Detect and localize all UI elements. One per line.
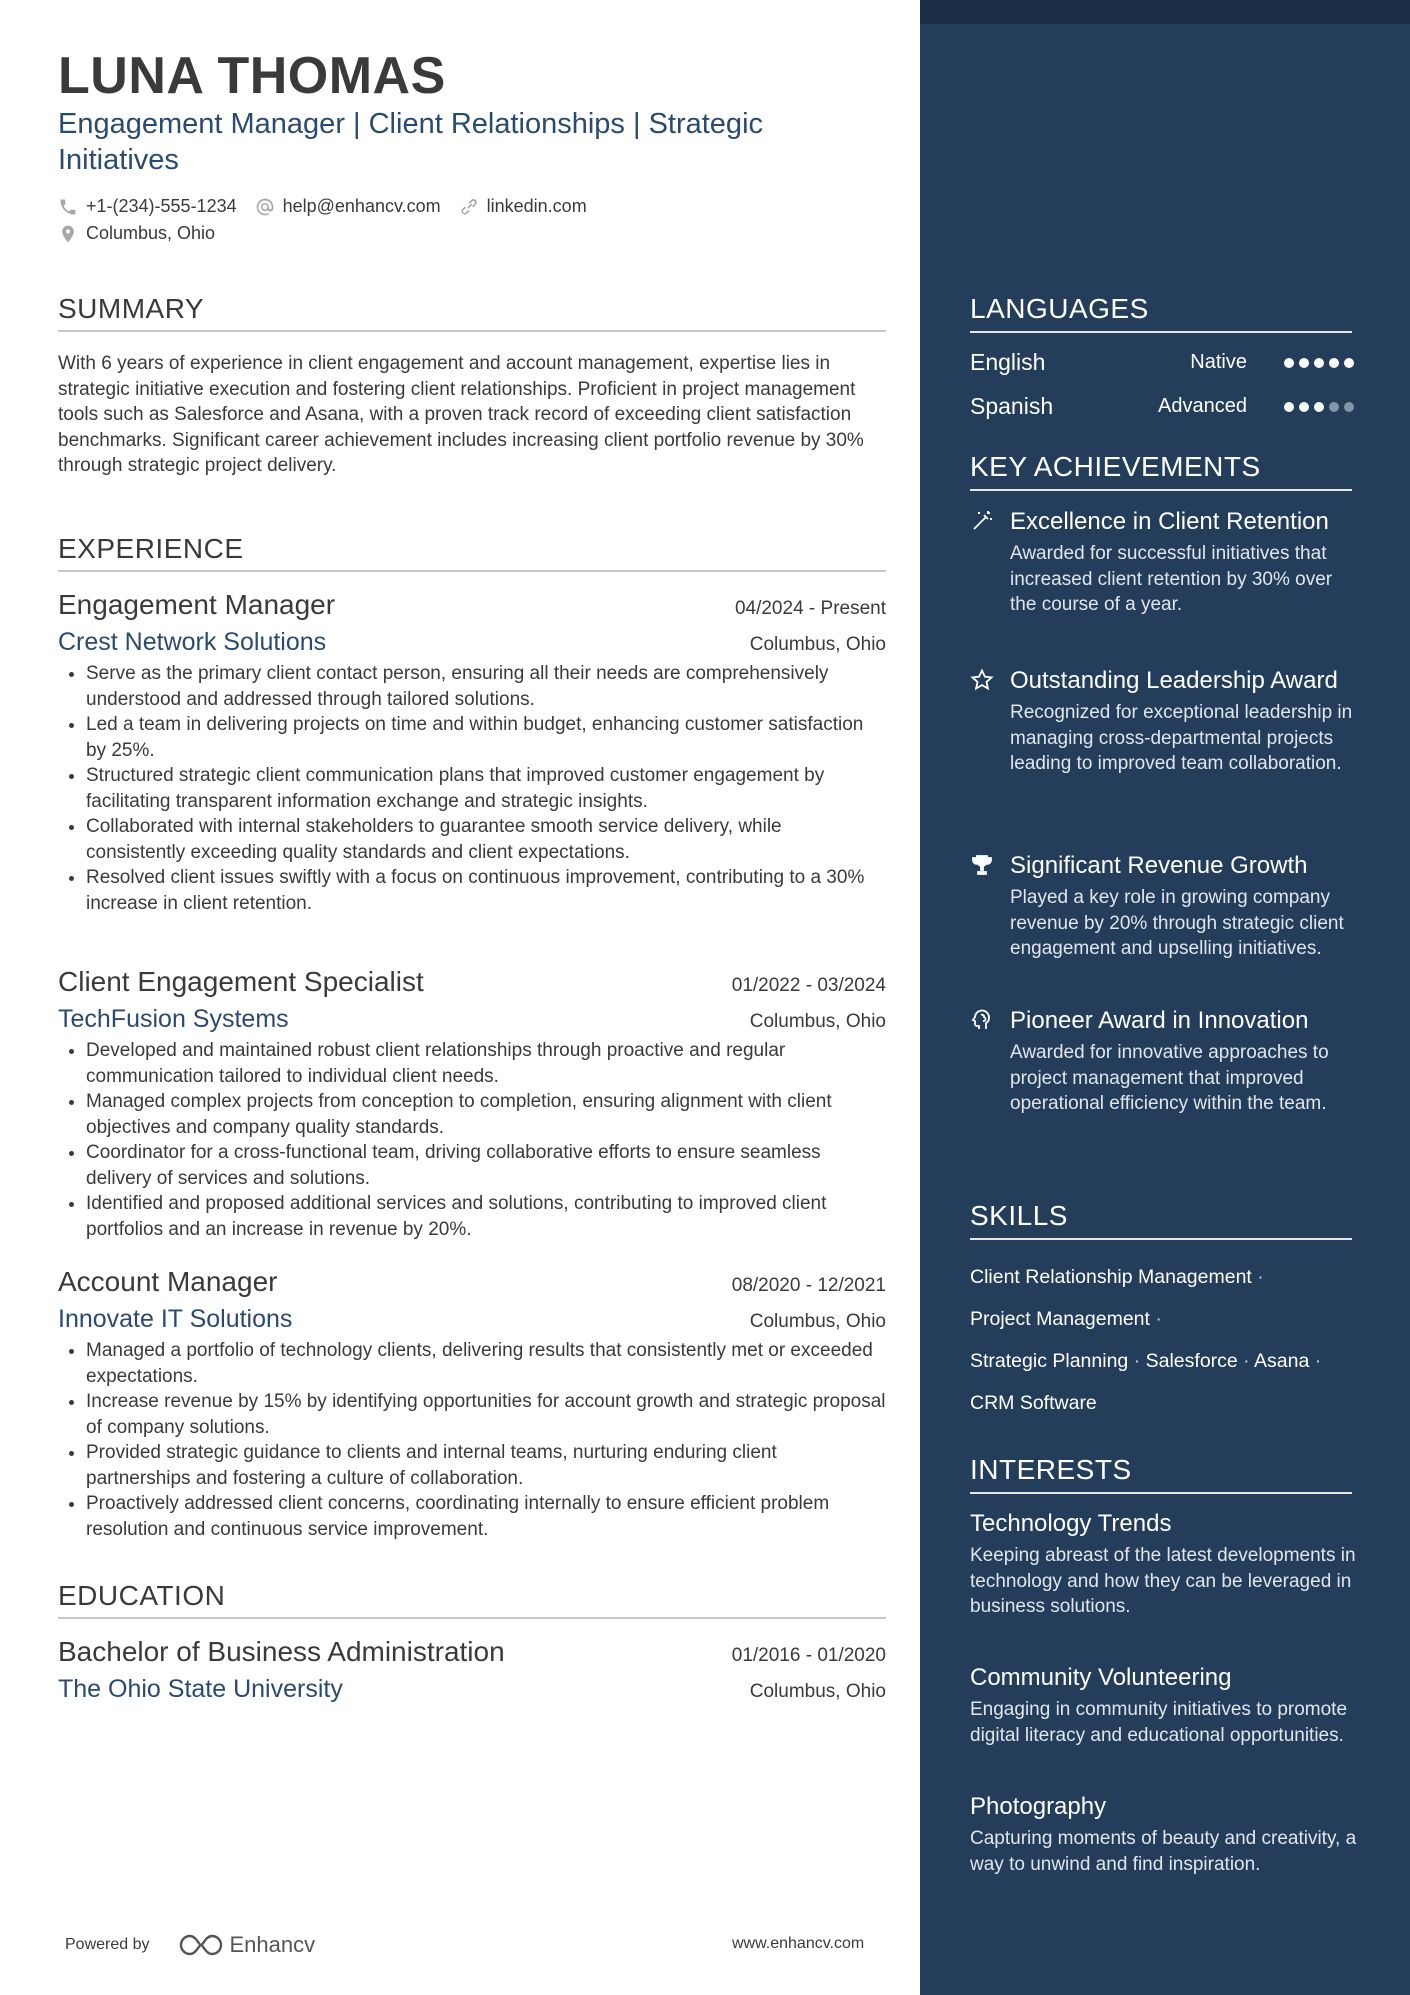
rating-dot-empty — [1329, 402, 1339, 412]
job-date: 04/2024 - Present — [734, 598, 886, 619]
achievement-title: Significant Revenue Growth — [1010, 852, 1308, 879]
rating-dot-filled — [1284, 358, 1294, 368]
sidebar — [920, 0, 1410, 1995]
at-icon — [255, 197, 275, 217]
skills-list: Client Relationship Management · Project Management · Strategic Planning · Salesforce · Asana · CRM Software — [970, 1266, 1322, 1414]
skill-item: Salesforce — [1145, 1350, 1238, 1372]
interest-item — [970, 1509, 1360, 1620]
skill-item: Project Management — [970, 1308, 1150, 1330]
magic-wand-icon — [970, 509, 994, 533]
education-location: Columbus, Ohio — [749, 1681, 886, 1702]
job-title: Engagement Manager — [58, 589, 336, 620]
summary-heading: SUMMARY — [58, 292, 886, 332]
footer-url[interactable]: www.enhancv.com — [732, 1935, 865, 1952]
language-rating — [1279, 358, 1354, 368]
sidebar-top-band — [920, 0, 1410, 24]
phone-icon — [58, 197, 78, 217]
interest-desc: Capturing moments of beauty and creativity, a way to unwind and find inspiration. — [970, 1828, 1357, 1875]
achievement-item — [970, 666, 1360, 777]
enhancv-brand-text: Enhancv — [229, 1932, 316, 1957]
bullet-item: • Managed complex projects from conception to completion, ensuring alignment with client objectives and company quality standards. — [86, 1089, 886, 1140]
company-name: Crest Network Solutions — [58, 628, 327, 656]
star-icon — [970, 668, 994, 692]
language-level: Advanced — [1158, 395, 1247, 417]
email-item[interactable] — [255, 196, 441, 217]
bullet-item: • Identified and proposed additional services and solutions, contributing to improved client portfolios and an increase in revenue by 20%. — [86, 1191, 886, 1242]
location-pin-icon — [58, 224, 78, 244]
bullet-item: • Increase revenue by 15% by identifying opportunities for account growth and strategic proposal of company solutions. — [86, 1389, 886, 1440]
candidate-name: LUNA THOMAS — [58, 47, 446, 105]
rating-dot-filled — [1299, 402, 1309, 412]
job-title: Client Engagement Specialist — [58, 966, 424, 997]
rating-dot-filled — [1329, 358, 1339, 368]
brain-icon — [970, 1008, 994, 1032]
job-title: Account Manager — [58, 1266, 278, 1297]
skills-heading: SKILLS — [970, 1199, 1352, 1240]
education-entry — [58, 1634, 886, 1706]
achievement-desc: Recognized for exceptional leadership in managing cross-departmental projects leading to improved team collaboration. — [1010, 702, 1353, 774]
location-item — [58, 223, 215, 244]
job-entry — [58, 964, 886, 1242]
rating-dot-filled — [1284, 402, 1294, 412]
interest-item — [970, 1792, 1360, 1877]
interest-desc: Keeping abreast of the latest developments in technology and how they can be leveraged in business solutions. — [970, 1545, 1356, 1617]
achievements-heading: KEY ACHIEVEMENTS — [970, 450, 1352, 491]
email-text[interactable]: help@enhancv.com — [282, 196, 441, 216]
skill-item: Asana — [1254, 1350, 1310, 1372]
phone-text: +1-(234)-555-1234 — [86, 196, 237, 216]
language-item — [970, 393, 1354, 420]
location-text: Columbus, Ohio — [86, 223, 216, 243]
degree-title: Bachelor of Business Administration — [58, 1636, 505, 1667]
rating-dot-empty — [1344, 402, 1354, 412]
language-level: Native — [1190, 351, 1247, 373]
achievement-title: Pioneer Award in Innovation — [1010, 1007, 1309, 1034]
bullet-item: • Developed and maintained robust client relationships through proactive and regular communication tailored to individual client needs. — [86, 1038, 886, 1089]
job-date: 01/2022 - 03/2024 — [731, 975, 886, 996]
job-location: Columbus, Ohio — [749, 1011, 886, 1032]
languages-heading: LANGUAGES — [970, 292, 1352, 333]
interest-title: Community Volunteering — [970, 1664, 1232, 1691]
job-bullets — [58, 1038, 886, 1242]
interest-title: Photography — [970, 1793, 1107, 1820]
rating-dot-filled — [1314, 358, 1324, 368]
bullet-item: • Serve as the primary client contact person, ensuring all their needs are comprehensively understood and addressed through tailored solutions. — [86, 661, 886, 712]
education-heading: EDUCATION — [58, 1579, 886, 1619]
enhancv-logo-icon — [178, 1932, 224, 1958]
skill-item: CRM Software — [970, 1392, 1097, 1414]
linkedin-item[interactable] — [459, 196, 587, 217]
trophy-icon — [970, 853, 994, 877]
education-date: 01/2016 - 01/2020 — [731, 1645, 886, 1666]
rating-dot-filled — [1299, 358, 1309, 368]
bullet-item: • Resolved client issues swiftly with a focus on continuous improvement, contributing to a 30% increase in client retention. — [86, 865, 886, 916]
interest-title: Technology Trends — [970, 1510, 1172, 1537]
bullet-item: • Led a team in delivering projects on time and within budget, enhancing customer satisfaction by 25%. — [86, 712, 886, 763]
link-icon — [459, 197, 479, 217]
interest-desc: Engaging in community initiatives to promote digital literacy and educational opportunities. — [970, 1699, 1348, 1746]
language-name: Spanish — [970, 393, 1054, 419]
achievement-title: Outstanding Leadership Award — [1010, 667, 1338, 694]
contact-info — [58, 193, 888, 247]
linkedin-text[interactable]: linkedin.com — [486, 196, 587, 216]
job-date: 08/2020 - 12/2021 — [731, 1275, 886, 1296]
company-name: Innovate IT Solutions — [58, 1305, 293, 1333]
achievement-item — [970, 1006, 1360, 1117]
powered-by-text: Powered by — [65, 1936, 150, 1953]
achievement-title: Excellence in Client Retention — [1010, 508, 1329, 535]
bullet-item: • Structured strategic client communication plans that improved customer engagement by facilitating transparent information exchange and strategic insights. — [86, 763, 886, 814]
achievement-desc: Played a key role in growing company revenue by 20% through strategic client engagement and upselling initiatives. — [1010, 887, 1344, 959]
school-name: The Ohio State University — [58, 1675, 343, 1703]
achievement-desc: Awarded for innovative approaches to project management that improved operational efficiency within the team. — [1010, 1042, 1329, 1114]
headline: Engagement Manager | Client Relationships | Strategic Initiatives — [58, 108, 764, 176]
achievement-item — [970, 507, 1360, 618]
job-entry — [58, 1264, 886, 1542]
achievement-item — [970, 851, 1360, 962]
language-item — [970, 349, 1354, 376]
enhancv-logo[interactable] — [178, 1932, 316, 1958]
interests-heading: INTERESTS — [970, 1453, 1352, 1494]
phone-item — [58, 196, 237, 217]
language-rating — [1279, 402, 1354, 412]
bullet-item: • Managed a portfolio of technology clients, delivering results that consistently met or exceeded expectations. — [86, 1338, 886, 1389]
job-entry — [58, 587, 886, 916]
footer-powered-by — [65, 1932, 315, 1958]
achievement-desc: Awarded for successful initiatives that increased client retention by 30% over the course of a year. — [1010, 543, 1333, 615]
skill-item: Client Relationship Management — [970, 1266, 1252, 1288]
language-name: English — [970, 349, 1046, 375]
job-location: Columbus, Ohio — [749, 634, 886, 655]
bullet-item: • Collaborated with internal stakeholders to guarantee smooth service delivery, while consistently exceeding quality standards and client expectations. — [86, 814, 886, 865]
job-bullets — [58, 661, 886, 916]
company-name: TechFusion Systems — [58, 1005, 289, 1033]
bullet-item: • Proactively addressed client concerns, coordinating internally to ensure efficient problem resolution and continuous service improvement. — [86, 1491, 886, 1542]
bullet-item: • Coordinator for a cross-functional team, driving collaborative efforts to ensure seamless delivery of services and solutions. — [86, 1140, 886, 1191]
interest-item — [970, 1663, 1360, 1748]
bullet-item: • Provided strategic guidance to clients and internal teams, nurturing enduring client partnerships and fostering a culture of collaboration. — [86, 1440, 886, 1491]
rating-dot-filled — [1344, 358, 1354, 368]
experience-heading: EXPERIENCE — [58, 532, 886, 572]
summary-text: With 6 years of experience in client engagement and account management, expertise lies in strategic initiative execution and fostering client relationships. Proficient in project management tools such as Salesforce and Asana, with a proven track record of exceeding client satisfaction benchmarks. Significant career achievement includes increasing client portfolio revenue by 30% through strategic project delivery. — [58, 353, 864, 476]
rating-dot-filled — [1314, 402, 1324, 412]
skill-item: Strategic Planning — [970, 1350, 1129, 1372]
job-location: Columbus, Ohio — [749, 1311, 886, 1332]
job-bullets — [58, 1338, 886, 1542]
